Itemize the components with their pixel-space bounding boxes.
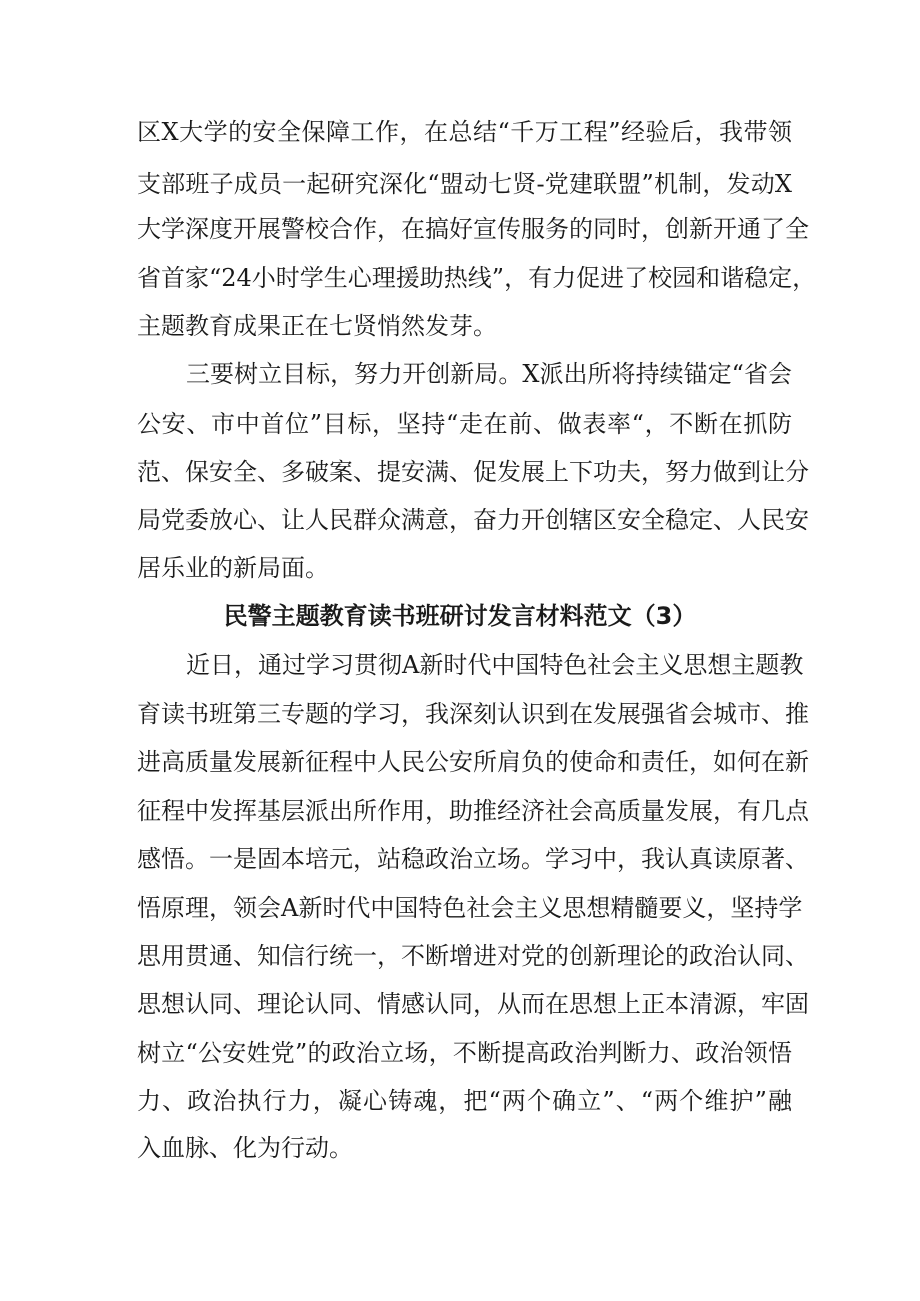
paragraph-line: 居乐业的新局面。 bbox=[137, 554, 329, 582]
paragraph-line: 省首家“24小时学生心理援助热线”，有力促进了校园和谐稳定， bbox=[137, 264, 817, 292]
paragraph-line: 主题教育成果正在七贤悄然发芽。 bbox=[137, 312, 497, 340]
paragraph-line: 树立“公安姓党”的政治立场，不断提高政治判断力、政治领悟 bbox=[137, 1039, 792, 1067]
paragraph-line: 公安、市中首位”目标，坚持“走在前、做表率“，不断在抓防 bbox=[137, 410, 792, 438]
paragraph-line: 三要树立目标，努力开创新局。X派出所将持续锚定“省会 bbox=[186, 360, 792, 388]
paragraph-line: 思用贯通、知信行统一，不断增进对党的创新理论的政治认同、 bbox=[137, 942, 809, 970]
paragraph-line: 支部班子成员一起研究深化“盟动七贤-党建联盟”机制，发动X bbox=[137, 170, 792, 198]
paragraph-line: 大学深度开展警校合作，在搞好宣传服务的同时，创新开通了全 bbox=[137, 215, 809, 243]
paragraph-line: 感悟。一是固本培元，站稳政治立场。学习中，我认真读原著、 bbox=[137, 845, 809, 873]
paragraph-line: 区X大学的安全保障工作，在总结“千万工程”经验后，我带领 bbox=[137, 118, 792, 146]
paragraph-line: 征程中发挥基层派出所作用，助推经济社会高质量发展，有几点 bbox=[137, 797, 809, 825]
paragraph-line: 进高质量发展新征程中人民公安所肩负的使命和责任，如何在新 bbox=[137, 748, 809, 776]
paragraph-line: 近日，通过学习贯彻A新时代中国特色社会主义思想主题教 bbox=[186, 651, 804, 679]
paragraph-line: 力、政治执行力，凝心铸魂，把“两个确立”、“两个维护”融 bbox=[137, 1087, 792, 1115]
paragraph-line: 育读书班第三专题的学习，我深刻认识到在发展强省会城市、推 bbox=[137, 700, 809, 728]
section-heading: 民警主题教育读书班研讨发言材料范文（3） bbox=[223, 602, 697, 630]
paragraph-line: 入血脉、化为行动。 bbox=[137, 1134, 353, 1162]
paragraph-line: 局党委放心、让人民群众满意，奋力开创辖区安全稳定、人民安 bbox=[137, 506, 809, 534]
paragraph-line: 悟原理，领会A新时代中国特色社会主义思想精髓要义，坚持学 bbox=[137, 894, 803, 922]
paragraph-line: 思想认同、理论认同、情感认同，从而在思想上正本清源，牢固 bbox=[137, 990, 809, 1018]
paragraph-line: 范、保安全、多破案、提安满、促发展上下功夫，努力做到让分 bbox=[137, 458, 809, 486]
